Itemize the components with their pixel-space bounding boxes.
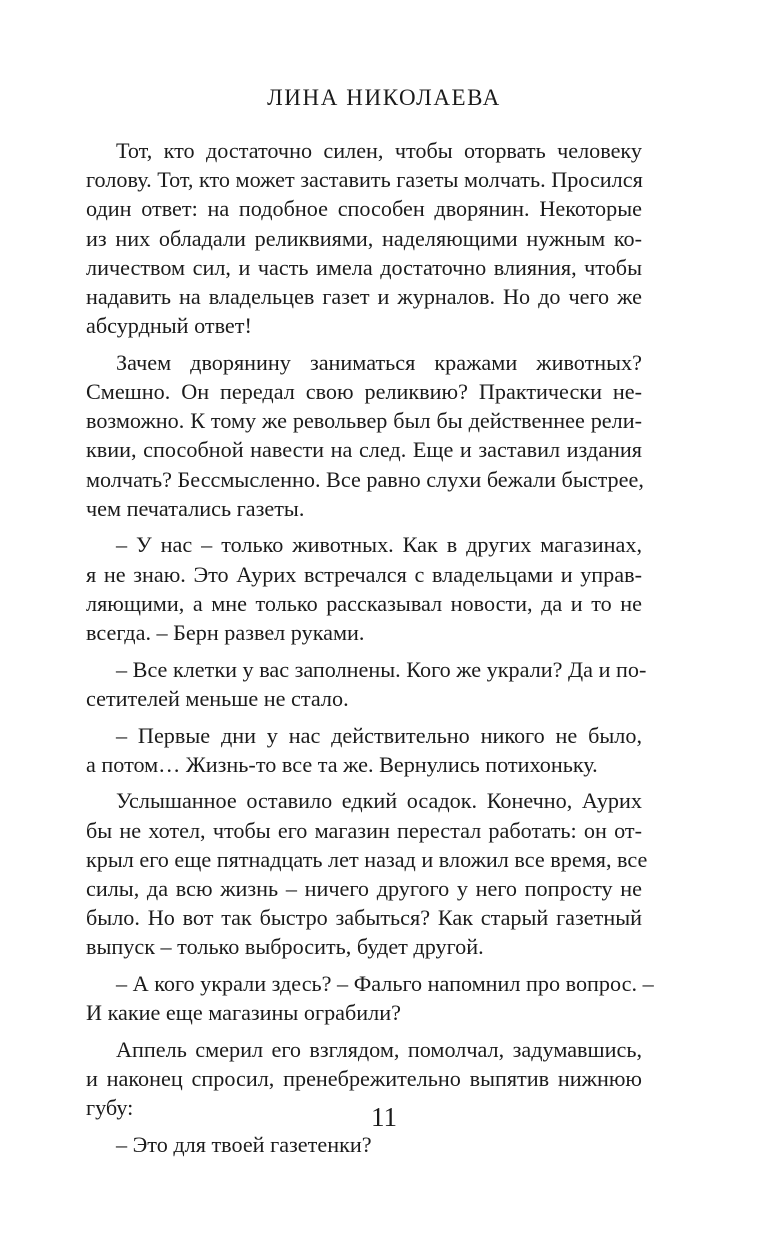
text-line: выпуск – только выбросить, будет другой. — [86, 934, 484, 960]
text-line: Услышанное оставило едкий осадок. Конечно, Аурих — [116, 788, 642, 814]
text-line: И какие еще магазины ограбили? — [86, 1000, 401, 1026]
text-line: личеством сил, и часть имела достаточно влияния, чтобы — [86, 254, 642, 280]
text-line: молчать? Бессмысленно. Все равно слухи бежали быстрее, — [86, 466, 644, 492]
text-line: ляющими, а мне только рассказывал новости, да и то не — [86, 590, 642, 616]
paragraph — [86, 1130, 642, 1159]
text-line: силы, да всю жизнь – ничего другого у него попросту не — [86, 876, 642, 901]
text-line: я не знаю. Это Аурих встречался с владельцами и управ- — [86, 561, 642, 587]
text-line: сетителей меньше не стало. — [86, 685, 349, 711]
text-line: всегда. – Берн развел руками. — [86, 620, 365, 645]
running-header-author: ЛИНА НИКОЛАЕВА — [267, 85, 501, 110]
paragraph — [86, 136, 642, 340]
paragraph — [86, 530, 642, 647]
text-line: из них обладали реликвиями, наделяющими нужным ко- — [86, 225, 642, 251]
paragraph — [86, 655, 647, 713]
text-line: Зачем дворянину заниматься кражами животных? — [116, 349, 642, 375]
text-line: Тот, кто достаточно силен, чтобы оторвать человеку — [116, 138, 642, 163]
text-line: чем печатались газеты. — [86, 495, 305, 521]
text-line: – Это для твоей газетенки? — [116, 1132, 372, 1157]
text-line: крыл его еще пятнадцать лет назад и вложил все время, все — [86, 846, 648, 872]
text-line: абсурдный ответ! — [86, 313, 252, 339]
body-text — [86, 136, 654, 1167]
text-line: губу: — [86, 1095, 134, 1121]
text-line: – У нас – только животных. Как в других магазинах, — [116, 532, 642, 558]
text-line: голову. Тот, кто может заставить газеты молчать. Просился — [86, 167, 643, 193]
text-line: Смешно. Он передал свою реликвию? Практически не- — [86, 379, 642, 404]
paragraph — [86, 969, 654, 1027]
text-line: – Все клетки у вас заполнены. Кого же украли? Да и по- — [116, 656, 647, 682]
text-line: возможно. К тому же револьвер был бы действеннее рели- — [86, 408, 642, 434]
text-line: Аппель смерил его взглядом, помолчал, задумавшись, — [116, 1036, 642, 1062]
paragraph — [86, 721, 642, 779]
page-number: 11 — [371, 1102, 397, 1132]
text-line: квии, способной навести на след. Еще и заставил издания — [86, 437, 642, 463]
text-line: было. Но вот так быстро забыться? Как старый газетный — [86, 905, 642, 931]
text-line: – А кого украли здесь? – Фальго напомнил про вопрос. – — [116, 971, 654, 997]
text-line: бы не хотел, чтобы его магазин перестал работать: он от- — [86, 817, 642, 843]
text-line: и наконец спросил, пренебрежительно выпятив нижнюю — [86, 1066, 642, 1092]
paragraph — [86, 786, 648, 961]
text-line: – Первые дни у нас действительно никого не было, — [116, 722, 642, 748]
text-line: надавить на владельцев газет и журналов. Но до чего же — [86, 283, 642, 309]
text-line: а потом… Жизнь-то все та же. Вернулись потихоньку. — [86, 751, 598, 777]
paragraph — [86, 348, 642, 523]
text-line: один ответ: на подобное способен дворянин. Некоторые — [86, 196, 642, 222]
